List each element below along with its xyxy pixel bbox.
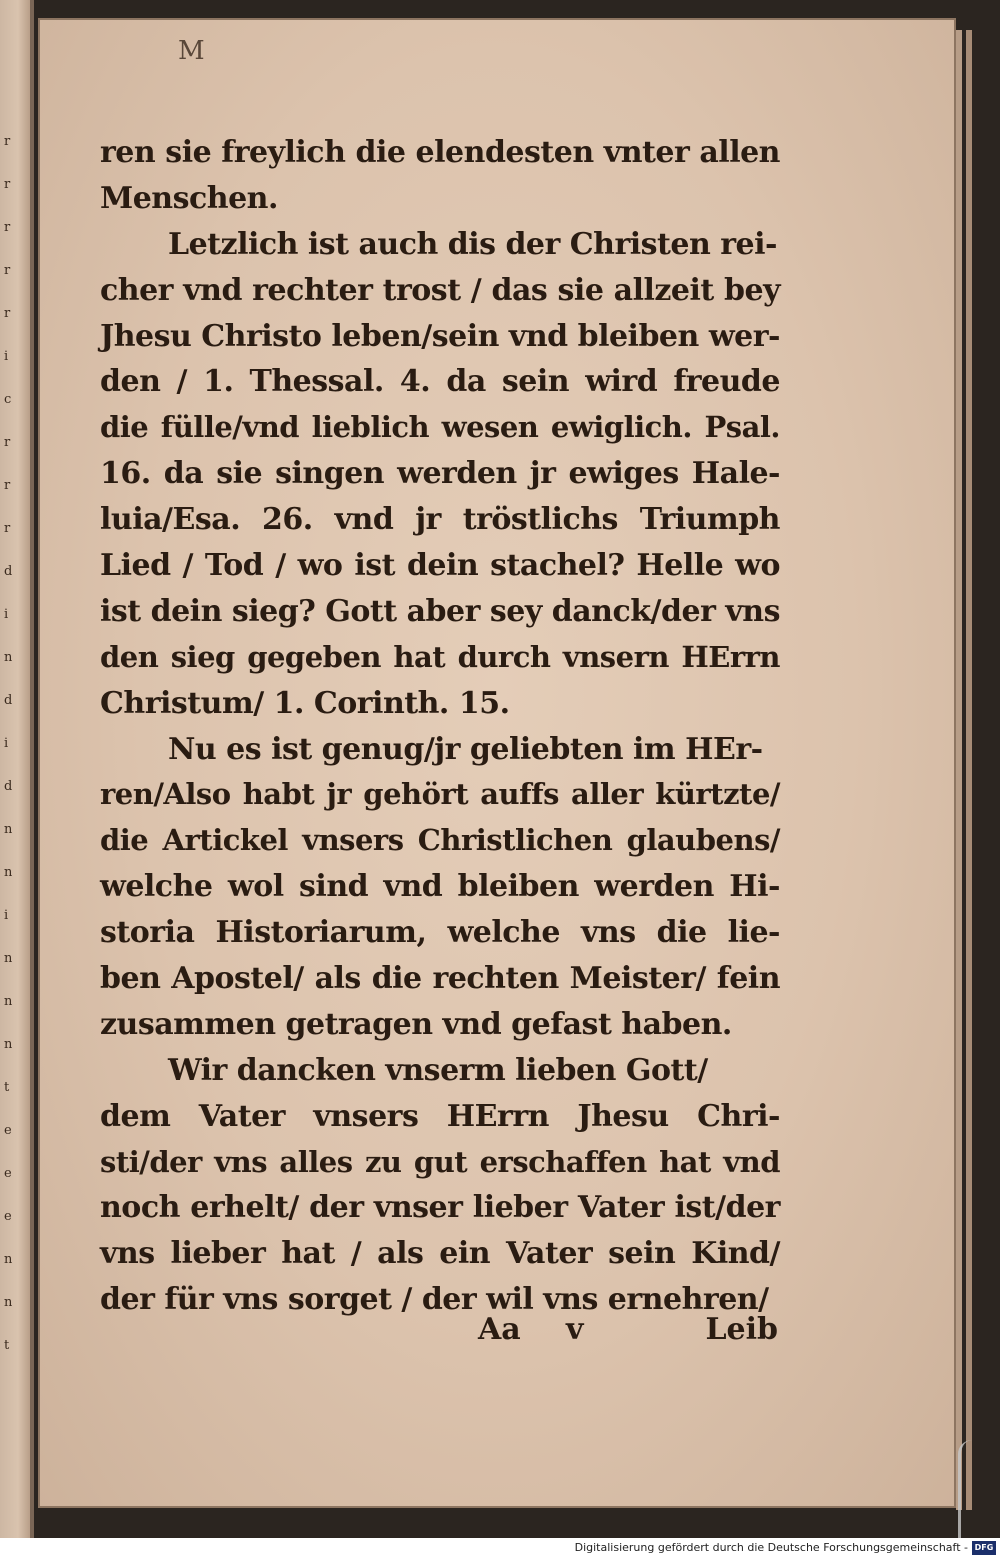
text-line: welche wol sind vnd bleiben werden Hi- (100, 869, 780, 905)
text-line: ren sie freylich die elendesten vnter allen (100, 135, 780, 170)
previous-page-mark: n (4, 951, 13, 966)
text-line: den / 1. Thessal. 4. da sein wird freude (100, 364, 780, 400)
previous-page-mark: d (4, 693, 13, 708)
previous-page-marks (4, 120, 26, 1370)
catchword: Leib (705, 1312, 778, 1347)
binding-edge (30, 0, 34, 1538)
previous-page-mark: r (4, 478, 11, 493)
previous-page-mark: c (4, 392, 12, 407)
text-line: Lied / Tod / wo ist dein stachel? Helle wo (100, 548, 780, 584)
text-line: die Artickel vnsers Christlichen glaubens/ (100, 823, 780, 858)
footer-bar (0, 1538, 1000, 1559)
previous-page-mark: t (4, 1080, 10, 1095)
cut-off-header-fragment: M (178, 36, 206, 66)
text-line: Nu es ist genug/jr geliebten im HEr- (168, 731, 763, 767)
previous-page-mark: n (4, 1037, 13, 1052)
previous-page-mark: n (4, 650, 13, 665)
page-edge (956, 30, 962, 1510)
book-page (38, 18, 956, 1508)
text-line: 16. da sie singen werden jr ewiges Hale- (100, 456, 780, 492)
text-line: den sieg gegeben hat durch vnsern HErrn (100, 639, 780, 674)
previous-page-mark: n (4, 1295, 13, 1310)
text-line: noch erhelt/ der vnser lieber Vater ist/der (100, 1190, 780, 1226)
text-line: dem Vater vnsers HErrn Jhesu Chri- (100, 1098, 780, 1134)
previous-page-mark: r (4, 177, 11, 192)
previous-page-mark: e (4, 1209, 12, 1224)
signature-number: v (566, 1312, 584, 1347)
previous-page-mark: r (4, 435, 11, 450)
text-line: vns lieber hat / als ein Vater sein Kind/ (100, 1236, 780, 1272)
page-edge-under (966, 30, 972, 1510)
previous-page-mark: t (4, 1338, 10, 1353)
text-line: Letzlich ist auch dis der Christen rei- (168, 226, 777, 262)
previous-page-mark: n (4, 1252, 13, 1267)
text-line: Christum/ 1. Corinth. 15. (100, 685, 510, 721)
funding-credit: Digitalisierung gefördert durch die Deutsche Forschungsgemeinschaft - (574, 1541, 968, 1554)
ribbon-bookmark (958, 1440, 1000, 1540)
previous-page-mark: i (4, 607, 9, 622)
previous-page-mark: n (4, 994, 13, 1009)
dfg-logo-icon: DFG (972, 1541, 996, 1555)
text-line: Wir dancken vnserm lieben Gott/ (168, 1052, 708, 1088)
previous-page-mark: d (4, 779, 13, 794)
text-line: cher vnd rechter trost / das sie allzeit bey (100, 272, 780, 308)
text-line: ist dein sieg? Gott aber sey danck/der vns (100, 593, 780, 629)
text-line: ben Apostel/ als die rechten Meister/ fein (100, 961, 780, 997)
text-line: sti/der vns alles zu gut erschaffen hat vnd (100, 1144, 780, 1179)
previous-page-mark: n (4, 822, 13, 837)
previous-page-mark: n (4, 865, 13, 880)
previous-page-mark: i (4, 349, 9, 364)
page-body-text (100, 130, 780, 1323)
text-line: ren/Also habt jr gehört auffs aller kürtzte/ (100, 777, 780, 812)
text-line: luia/Esa. 26. vnd jr tröstlichs Triumph (100, 502, 780, 538)
previous-page-strip (0, 0, 30, 1538)
previous-page-mark: r (4, 263, 11, 278)
previous-page-mark: e (4, 1166, 12, 1181)
text-line: storia Historiarum, welche vns die lie- (100, 915, 780, 951)
previous-page-mark: e (4, 1123, 12, 1138)
text-line: Menschen. (100, 180, 278, 216)
previous-page-mark: r (4, 521, 11, 536)
previous-page-mark: i (4, 908, 9, 923)
previous-page-mark: r (4, 306, 11, 321)
previous-page-mark: r (4, 134, 11, 149)
previous-page-mark: r (4, 220, 11, 235)
text-line: die fülle/vnd lieblich wesen ewiglich. Psal. (100, 410, 780, 445)
text-line: zusammen getragen vnd gefast haben. (100, 1006, 732, 1042)
previous-page-mark: d (4, 564, 13, 579)
previous-page-mark: i (4, 736, 9, 751)
text-line: Jhesu Christo leben/sein vnd bleiben wer- (100, 318, 780, 354)
text-line: der für vns sorget / der wil vns ernehren/ (100, 1282, 769, 1318)
signature-mark: Aa (478, 1312, 521, 1347)
